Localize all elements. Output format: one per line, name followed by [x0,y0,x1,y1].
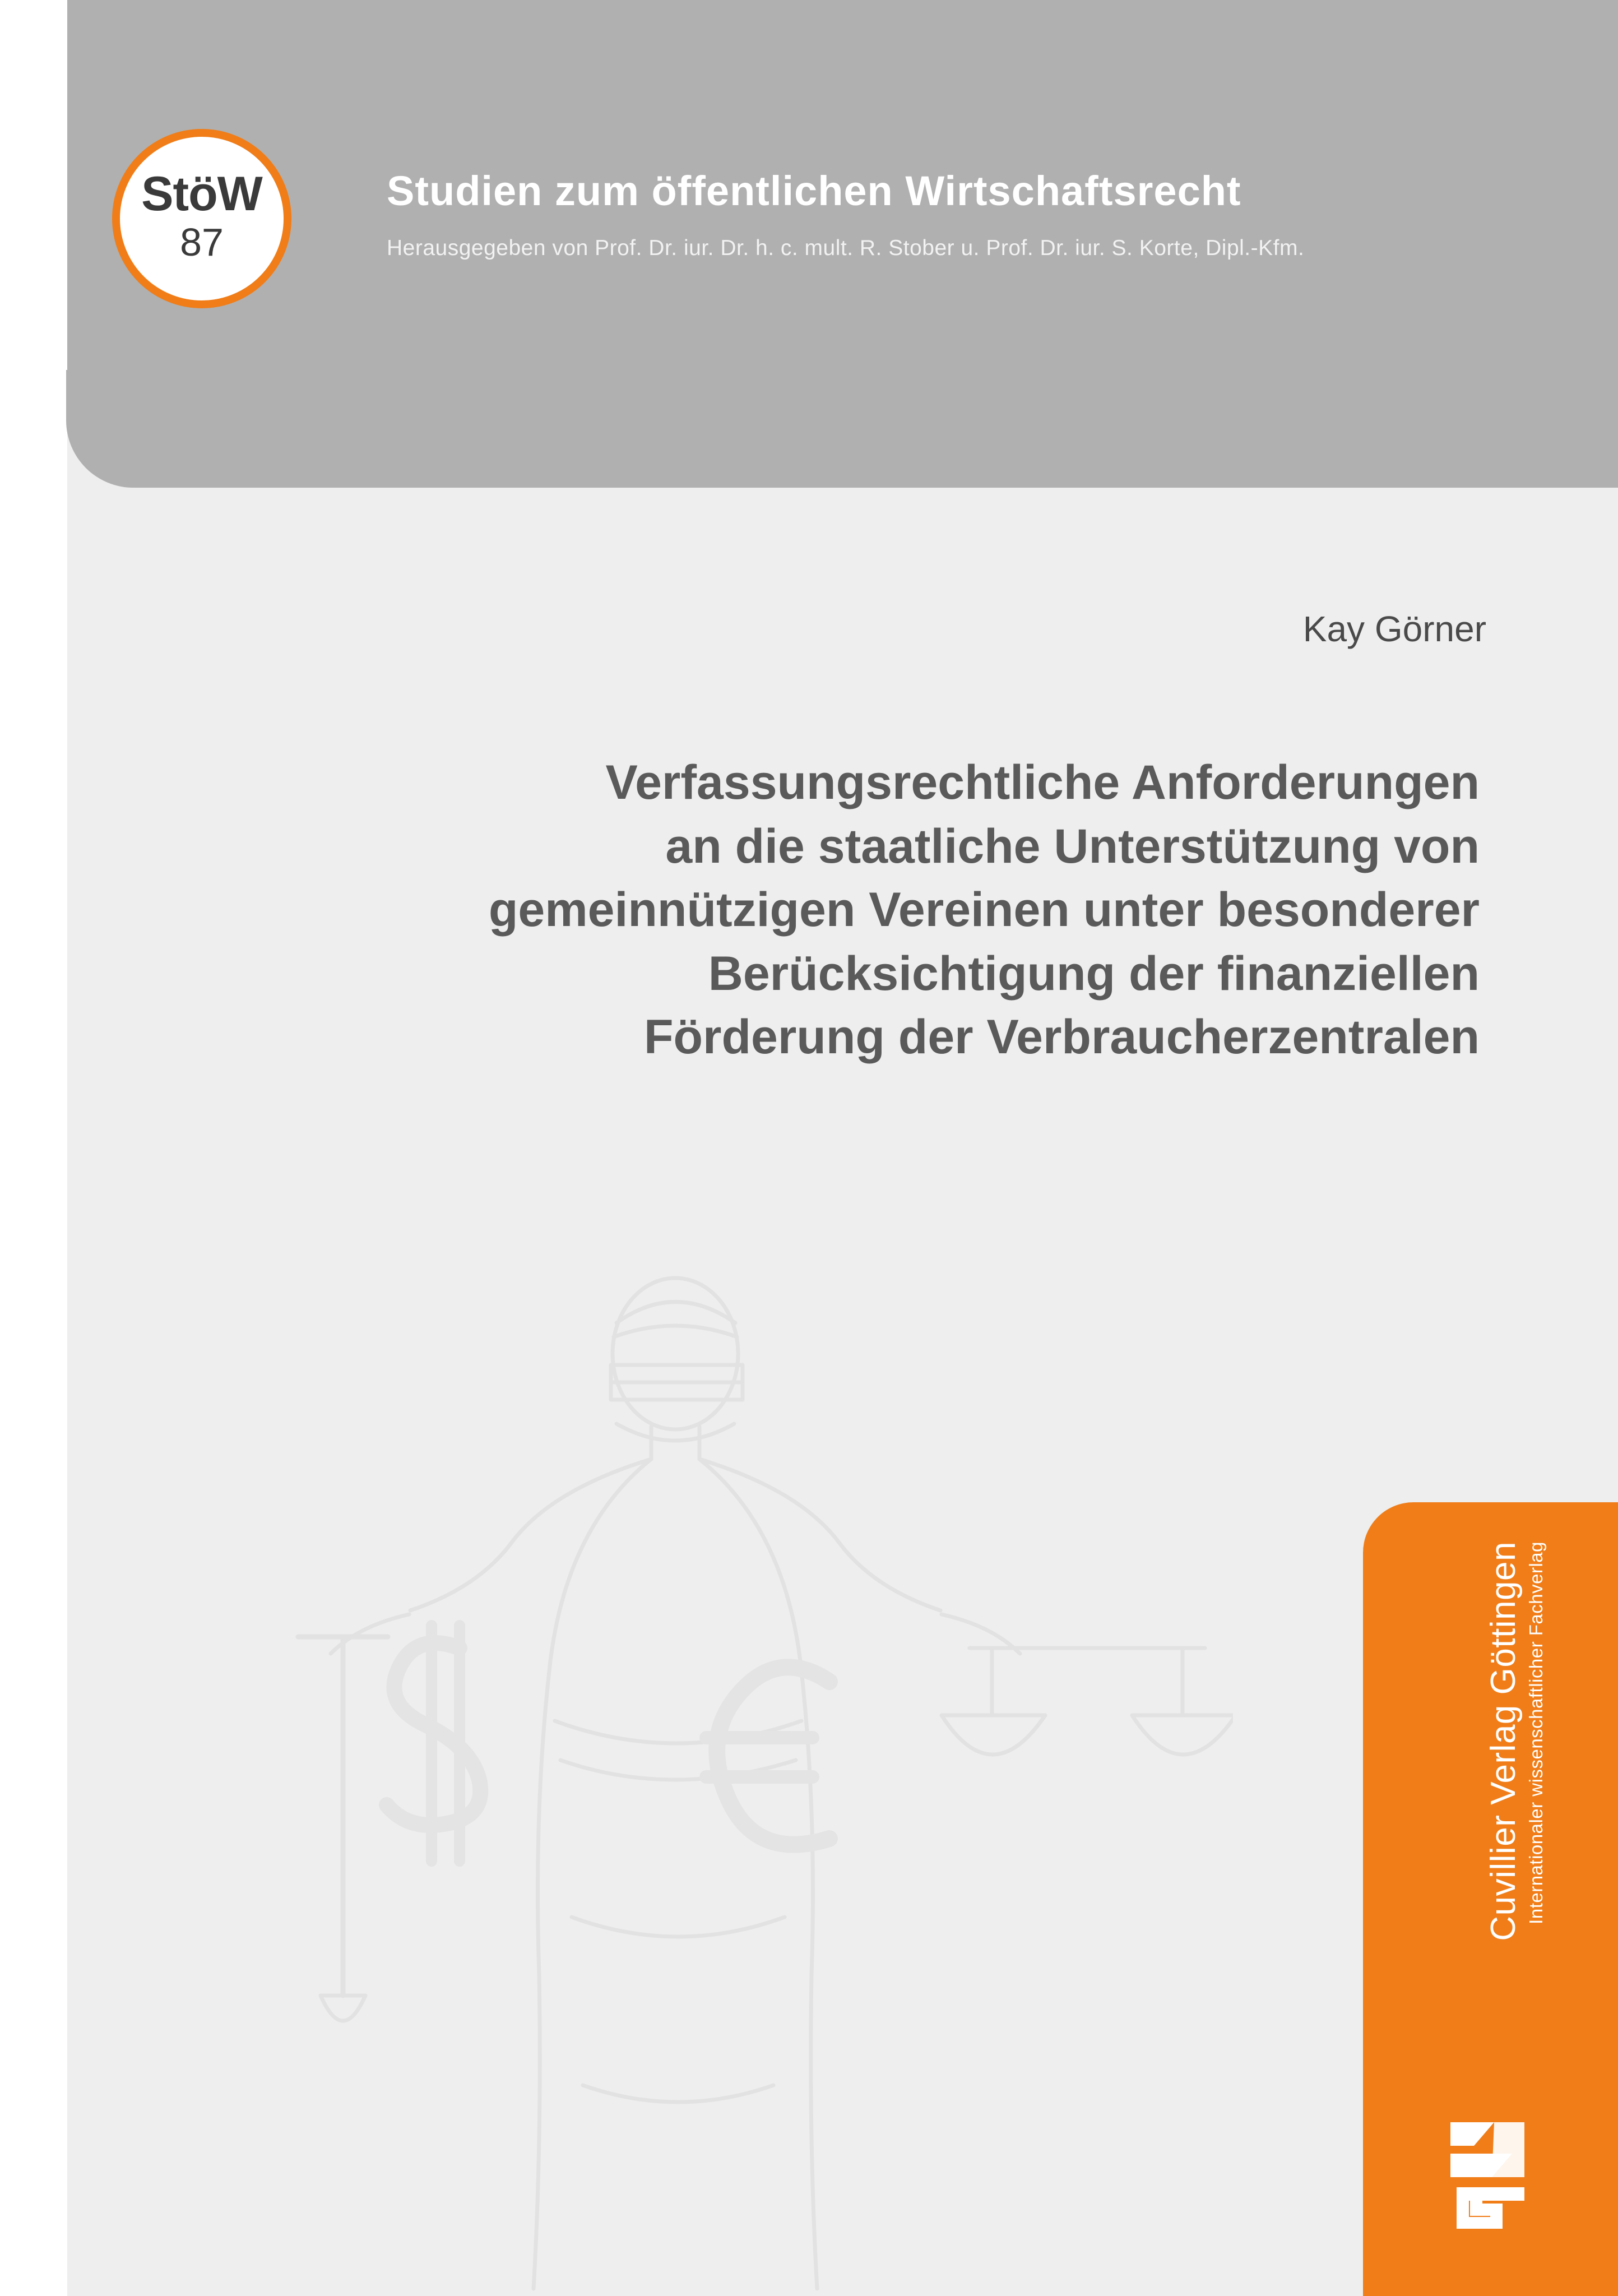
header-left-white-cut [0,0,67,370]
cuvillier-logo-icon [1440,2117,1541,2229]
book-title [101,751,1480,1070]
series-editors: Herausgegeben von Prof. Dr. iur. Dr. h. c. mult. R. Stober u. Prof. Dr. iur. S. Korte, Dipl.-Kfm. [387,236,1305,260]
book-title-line: gemeinnützigen Vereinen unter besonderer [488,883,1480,937]
justitia-watermark-icon [168,1256,1233,2296]
book-author: Kay Görner [1302,609,1486,649]
series-badge-number: 87 [180,220,224,265]
series-title: Studien zum öffentlichen Wirtschaftsrecht [387,168,1241,214]
publisher-text [1363,1502,1618,2119]
series-badge-title: StöW [141,167,262,221]
series-badge [112,129,291,308]
book-title-line: Berücksichtigung der finanziellen [708,946,1480,1001]
publisher-subtitle: Internationaler wissenschaftlicher Fachverlag [1526,1542,1546,1924]
book-title-line: an die staatliche Unterstützung von [665,819,1480,873]
publisher-name: Cuvillier Verlag Göttingen [1484,1542,1523,1941]
book-title-line: Förderung der Verbraucherzentralen [643,1010,1480,1064]
book-title-line: Verfassungsrechtliche Anforderungen [605,756,1480,809]
publisher-bar [1363,1502,1618,2296]
